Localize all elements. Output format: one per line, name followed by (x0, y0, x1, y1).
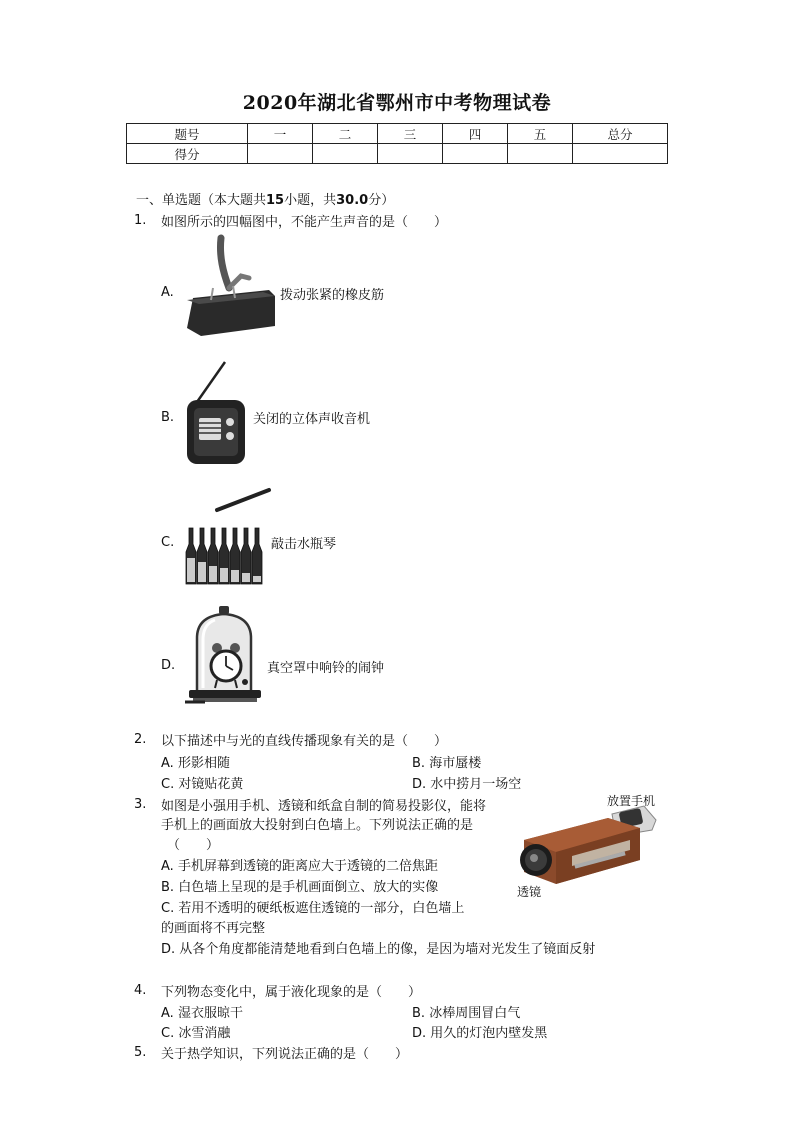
score-table-header-cell: 一 (248, 124, 313, 144)
score-table-header-cell: 五 (508, 124, 573, 144)
score-table-row-label: 得分 (127, 144, 248, 164)
option-label: B. (161, 410, 175, 425)
option-text: 用久的灯泡内壁发黑 (430, 1026, 548, 1041)
option-item (412, 773, 521, 792)
section-heading (136, 189, 394, 208)
option-text: 敲击水瓶琴 (271, 537, 337, 552)
question-stem-line: 手机上的画面放大投射到白色墙上。下列说法正确的是 (161, 818, 474, 833)
option-label: D. (161, 658, 176, 673)
option-label: C. (161, 535, 175, 550)
option-item (161, 876, 438, 895)
option-label: A. (161, 859, 174, 874)
section-suffix: 分） (368, 193, 395, 208)
question-number: 1. (134, 213, 147, 228)
score-table-header-cell: 二 (313, 124, 378, 144)
page-title: 2020年湖北省鄂州市中考物理试卷 (242, 92, 552, 114)
option-text: 拨动张紧的橡皮筋 (280, 288, 385, 303)
question-number: 4. (134, 983, 147, 998)
question-stem: 如图所示的四幅图中，不能产生声音的是（ ） (161, 215, 448, 230)
section-points: 30.0 (336, 193, 369, 208)
score-table (126, 123, 668, 164)
question-stem-line: 如图是小强用手机、透镜和纸盒自制的简易投影仪，能将 (161, 799, 487, 814)
option-item (412, 752, 481, 771)
score-table-header-cell: 三 (378, 124, 443, 144)
score-cell (508, 144, 573, 164)
figure-label-lens: 透镜 (517, 885, 542, 899)
score-cell (378, 144, 443, 164)
option-label: D. (412, 777, 427, 792)
option-label: A. (161, 756, 174, 771)
option-item (412, 1022, 547, 1041)
option-item (161, 1022, 230, 1041)
option-text: 手机屏幕到透镜的距离应大于透镜的二倍焦距 (177, 859, 438, 874)
question-stem-line: （ ） (167, 838, 220, 853)
option-text: 冰雪消融 (178, 1026, 231, 1041)
score-cell (573, 144, 668, 164)
option-item (412, 1002, 520, 1021)
score-table-header-row (127, 124, 668, 144)
rubber-band-box-icon (183, 238, 278, 338)
option-text: 湿衣服晾干 (177, 1006, 243, 1021)
option-text: 从各个角度都能清楚地看到白色墙上的像，是因为墙对光发生了镜面反射 (179, 942, 596, 957)
question-stem: 以下描述中与光的直线传播现象有关的是（ ） (161, 734, 448, 749)
question-number: 3. (134, 797, 147, 812)
bell-jar-clock-icon (183, 604, 267, 708)
option-label: A. (161, 1006, 174, 1021)
option-item (161, 897, 464, 916)
score-table-header-cell: 四 (443, 124, 508, 144)
option-label: C. (161, 901, 175, 916)
question-stem: 关于热学知识，下列说法正确的是（ ） (161, 1047, 409, 1062)
section-prefix: 一、单选题（本大题共 (136, 193, 267, 208)
option-item (161, 773, 243, 792)
option-text: 关闭的立体声收音机 (253, 412, 371, 427)
option-label: B. (412, 1006, 426, 1021)
radio-icon (185, 362, 247, 468)
option-text: 海市蜃楼 (429, 756, 482, 771)
question-number: 2. (134, 732, 147, 747)
question-number: 5. (134, 1045, 147, 1060)
option-label: C. (161, 777, 175, 792)
option-label: B. (412, 756, 426, 771)
option-item (161, 938, 595, 957)
option-text: 冰棒周围冒白气 (429, 1006, 521, 1021)
option-label: D. (412, 1026, 427, 1041)
question-stem: 下列物态变化中，属于液化现象的是（ ） (161, 985, 422, 1000)
option-label: C. (161, 1026, 175, 1041)
option-item (161, 1002, 243, 1021)
score-cell (313, 144, 378, 164)
score-cell (248, 144, 313, 164)
section-mid: 小题，共 (284, 193, 337, 208)
option-text: 若用不透明的硬纸板遮住透镜的一部分，白色墙上 (178, 901, 465, 916)
score-table-header-cell: 题号 (127, 124, 248, 144)
option-item (161, 855, 438, 874)
option-label: D. (161, 942, 176, 957)
option-text: 对镜贴花黄 (178, 777, 244, 792)
option-label: B. (161, 880, 175, 895)
option-text-continued: 的画面将不再完整 (161, 921, 266, 936)
option-text: 水中捞月一场空 (430, 777, 522, 792)
option-text: 真空罩中响铃的闹钟 (267, 661, 385, 676)
water-bottles-icon (183, 488, 273, 586)
option-item (161, 752, 230, 771)
section-count: 15 (266, 193, 285, 208)
figure-label-phone-slot: 放置手机 (607, 794, 656, 808)
option-text: 形影相随 (177, 756, 230, 771)
score-table-score-row (127, 144, 668, 164)
score-table-header-cell: 总分 (573, 124, 668, 144)
score-cell (443, 144, 508, 164)
option-label: A. (161, 285, 174, 300)
cardboard-projector-icon (512, 806, 658, 888)
option-text: 白色墙上呈现的是手机画面倒立、放大的实像 (178, 880, 439, 895)
